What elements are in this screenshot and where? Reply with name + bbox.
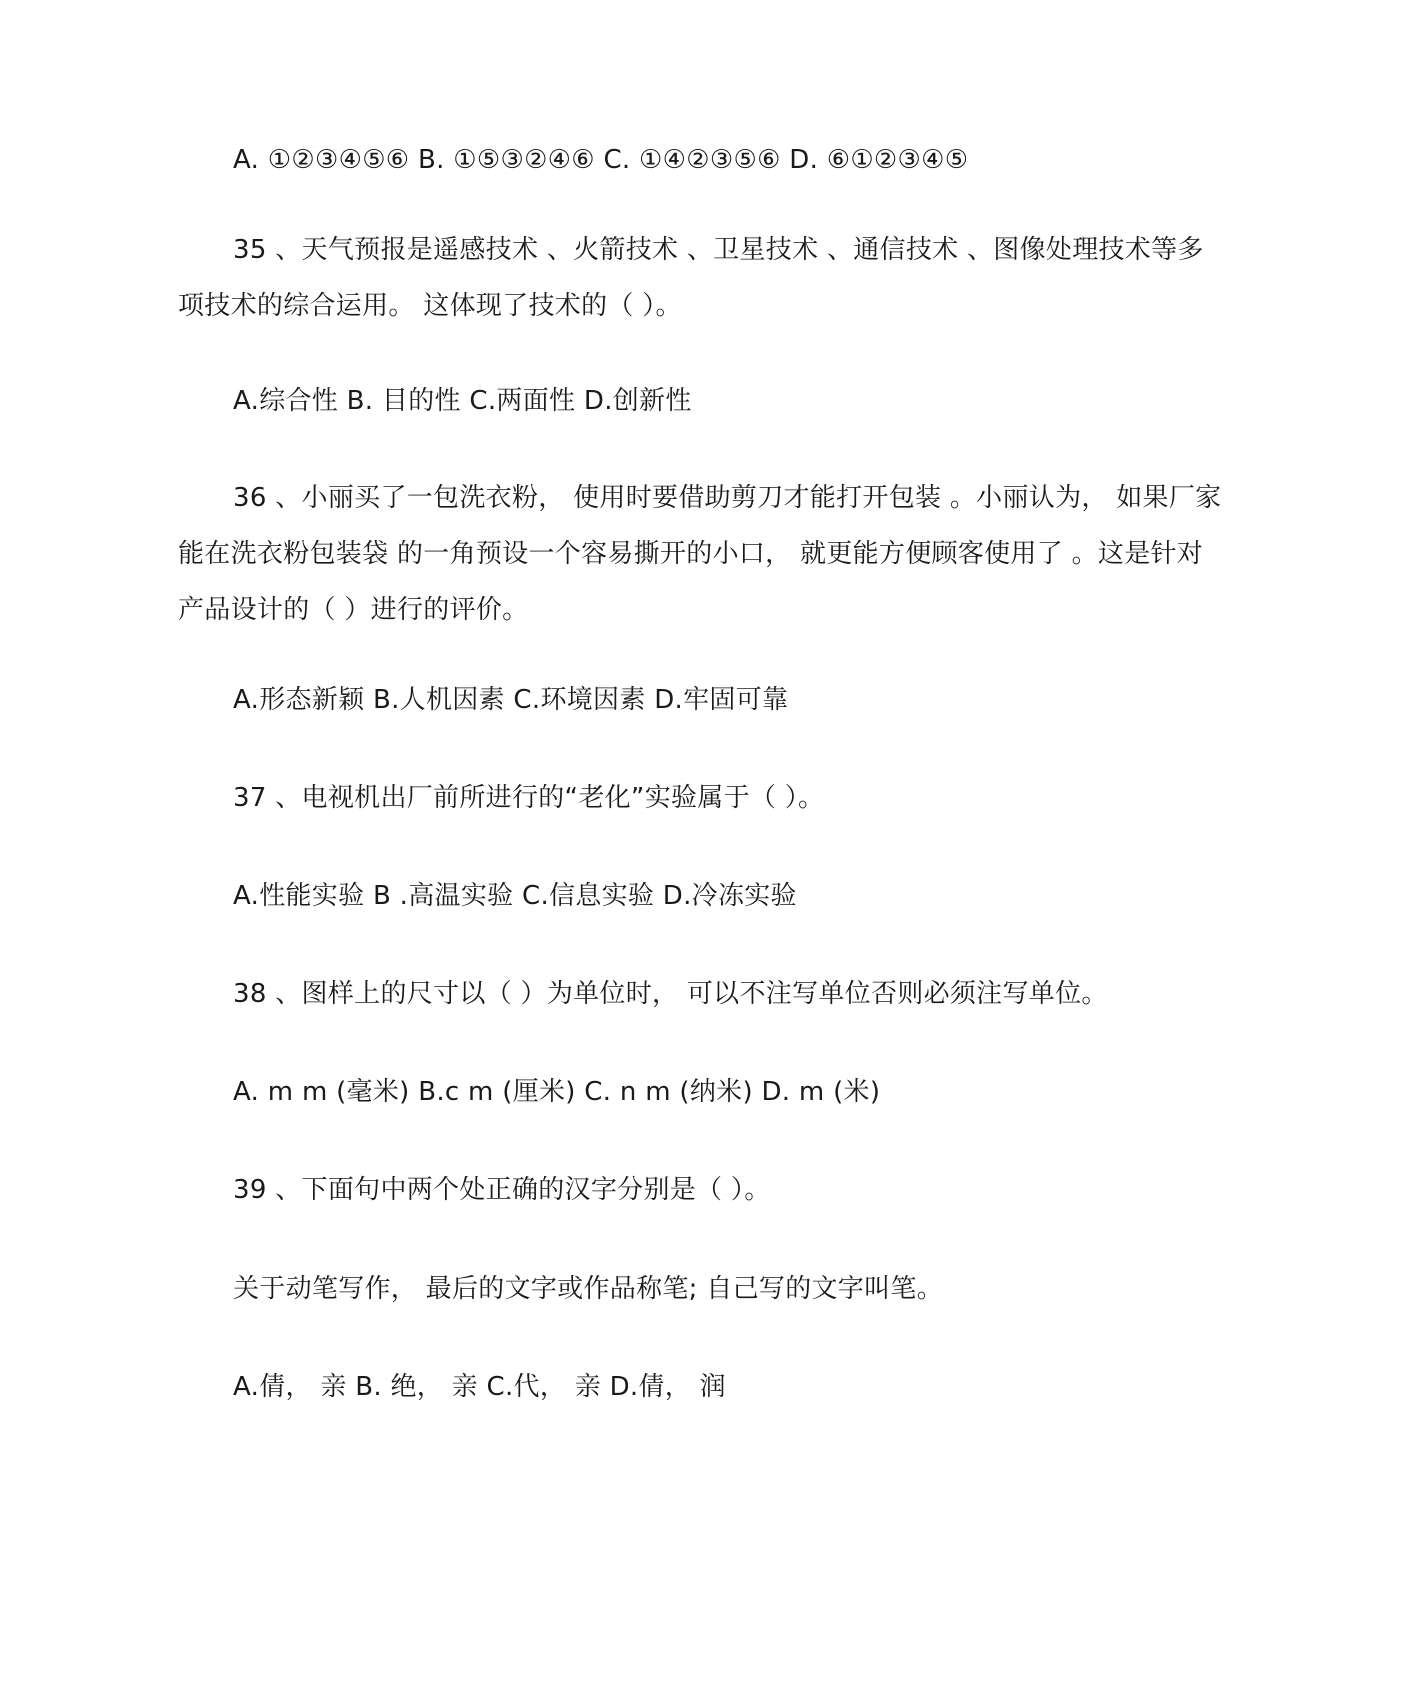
q35-stem: 35 、天气预报是遥感技术 、火箭技术 、卫星技术 、通信技术 、图像处理技术等多项技术的综合运用。 这体现了技术的（ ）。 bbox=[178, 235, 1204, 321]
q36-options: A.形态新颖 B.人机因素 C.环境因素 D.牢固可靠 bbox=[233, 685, 789, 715]
q38-options: A. m m (毫米) B.c m (厘米) C. n m (纳米) D. m (米) bbox=[233, 1077, 881, 1107]
q39-options: A.倩， 亲 B. 绝， 亲 C.代， 亲 D.倩， 润 bbox=[233, 1372, 726, 1402]
q37-stem: 37 、电视机出厂前所进行的“老化”实验属于（ ）。 bbox=[233, 783, 825, 813]
q38-stem: 38 、图样上的尺寸以（ ）为单位时， 可以不注写单位否则必须注写单位。 bbox=[233, 979, 1108, 1009]
q34-options: A. ①②③④⑤⑥ B. ①⑤③②④⑥ C. ①④②③⑤⑥ D. ⑥①②③④⑤ bbox=[233, 145, 969, 175]
q36-stem: 36 、小丽买了一包洗衣粉， 使用时要借助剪刀才能打开包装 。小丽认为， 如果厂家能在洗衣粉包装袋 的一角预设一个容易撕开的小口， 就更能方便顾客使用了 。这是针对产品设计的（ ）进行的评价。 bbox=[178, 483, 1222, 625]
q35-options: A.综合性 B. 目的性 C.两面性 D.创新性 bbox=[233, 386, 692, 416]
q37-options: A.性能实验 B .高温实验 C.信息实验 D.冷冻实验 bbox=[233, 881, 797, 911]
q39-sentence: 关于动笔写作， 最后的文字或作品称笔; 自己写的文字叫笔。 bbox=[233, 1274, 943, 1304]
q39-stem: 39 、下面句中两个处正确的汉字分别是（ ）。 bbox=[233, 1175, 771, 1205]
